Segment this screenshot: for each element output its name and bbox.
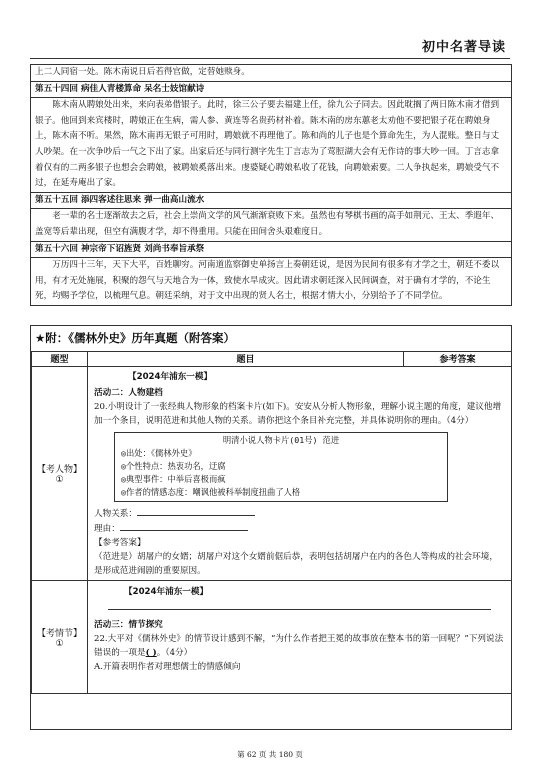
question-text: 20.小明设计了一张经典人物形象的档案卡片(如下)。安安从分析人物形象，理解小说主题的角度，建议他增加一个条目，说明范进和其他人物的关系。请你把这个条目补充完整，并具体说明你的理由。（4分） (94, 402, 502, 426)
summary-row-ch54-title (31, 82, 511, 99)
question-cell (88, 367, 512, 581)
answer-text: （范进是）胡屠户的女婿；胡屠户对这个女婿前倨后恭，表明包括胡屠户在内的各色人等构成的社会环境，是形成范进闹剧的重要原因。 (94, 552, 498, 576)
question-cell (88, 581, 512, 694)
page-number: 第 62 页 共 180 页 (237, 750, 303, 759)
question-number: ① (55, 475, 64, 485)
reason-answer-line (94, 521, 505, 536)
chapter-title: 第五十六回 神宗帝下诏旌贤 刘尚书奉旨承祭 (35, 243, 205, 254)
page-header (0, 0, 540, 62)
answer-heading: 【参考答案】 (94, 538, 146, 548)
question-number: ① (55, 638, 64, 649)
summary-text: 陈木南从聘娘处出来，来向表弟借银子。此时，徐三公子要去福建上任，徐九公子同去。因此耽搁了两日陈木南才借到银子。他回到来宾楼时，聘娘正在生病，需人参、黄连等名贵药材补着。陈木南的房东蕙老太劝他不要把银子花在聘娘身上，陈木南不听。果然，陈木南再无银子可用时，聘娘就不再理他了。陈和尚的儿子也是个算命先生，为人混账。整日与丈人吵架。在一次争吵后一气之下出了家。出家后还与同行测字先生丁言志为了莺脰湖大会有无作诗的事大吵一回。丁言志拿着仅有的二两多银子也想会会聘娘，被聘娘奚落出来。虔婆疑心聘娘私收了花钱，向聘娘索要。二人争执起来，聘娘受气不过，在延寿庵出了家。 (35, 100, 500, 189)
table-row (32, 367, 512, 581)
summary-row-ch55-text (31, 209, 511, 241)
option-a: A.开篇表明作者对理想儒士的情感倾向 (94, 662, 241, 672)
questions-grid (31, 351, 512, 694)
question-text-part: 。（4分） (156, 648, 193, 658)
reason-blank[interactable] (120, 521, 248, 531)
question-type: 【考情节】 (36, 628, 82, 639)
column-header-question: 题目 (88, 352, 404, 367)
activity-heading: 活动三：情节探究 (94, 620, 163, 630)
chapter-title: 第五十四回 病佳人青楼算命 呆名士妓馆献诗 (35, 83, 205, 94)
reason-label: 理由： (94, 524, 120, 534)
column-header-answer: 参考答案 (404, 352, 512, 367)
summary-row-ch55-title (31, 193, 511, 210)
question-text (94, 632, 505, 660)
exam-questions-table (30, 325, 512, 730)
activity-heading: 活动二：人物建档 (94, 388, 163, 398)
appendix-title: ★附：《儒林外史》历年真题（附答案） (35, 331, 236, 345)
divider (108, 607, 491, 610)
card-line: ◎典型事件：中举后喜极而疯 (121, 474, 226, 484)
column-header-type: 题型 (32, 352, 88, 367)
relation-blank[interactable] (137, 506, 255, 516)
question-type-cell (32, 367, 88, 581)
table-row (32, 581, 512, 694)
summary-row-continuation (31, 65, 511, 82)
question-text-part: 22.大平对《儒林外史》的情节设计感到不解，“为什么作者把王冕的故事放在整本书的第一回呢？”下列说法错误的一项是 (94, 634, 504, 658)
relation-answer-line (94, 506, 505, 521)
summary-text: 老一辈的名士逐渐故去之后，社会上崇尚文学的风气渐渐衰败下来。虽然也有琴棋书画的高手如荆元、王太、季遐年、盖宽等后辈出现，但空有满腹才学，却不得重用。只能在田间舍头艰难度日。 (35, 211, 500, 237)
summary-text: 万历四十三年，天下大平，百姓聊穷。河南道监察御史单扬言上奏朝廷说，是因为民间有很多有才学之士，朝廷不委以用，有才无处施展，积聚的怨气与天地合为一体，致使水旱成灾。因此请求朝廷深入民间调查，对于确有才学的，不论生死，均赐予学位，以梳理气息。朝廷采纳，对于文中出现的贤人名士，根据才情大小，分别给予了不同学位。 (35, 260, 500, 302)
character-card (114, 432, 448, 502)
card-line: ◎个性特点：热衷功名，迂腐 (121, 461, 226, 471)
summary-row-ch54-text (31, 98, 511, 193)
answer-blank[interactable]: ( ) (145, 648, 157, 658)
table-header-row (32, 352, 512, 367)
question-type: 【考人物】 (36, 465, 82, 475)
summary-row-ch56-title (31, 242, 511, 259)
relation-label: 人物关系： (94, 509, 137, 519)
book-series-title: 初中名著导读 (421, 40, 506, 55)
exam-source-tag: 【2024年浦东一模】 (128, 372, 213, 382)
summary-row-ch56-text (31, 258, 511, 305)
question-type-cell (32, 581, 88, 694)
chapter-summary-table (30, 64, 512, 306)
card-line: ◎作者的情感态度：嘲讽他被科举制度扭曲了人格 (121, 487, 301, 497)
exam-source-tag: 【2024年浦东一模】 (124, 587, 209, 597)
card-line: ◎出处：《儒林外史》 (121, 448, 197, 458)
summary-text: 上二人同宿一处。陈木南说日后若得官做，定替她赎身。 (35, 67, 250, 77)
card-title: 明清小说人物卡片(01号) 范进 (222, 435, 340, 445)
header-rule (30, 58, 510, 59)
chapter-title: 第五十五回 添四客述往思来 弹一曲高山流水 (35, 194, 205, 205)
